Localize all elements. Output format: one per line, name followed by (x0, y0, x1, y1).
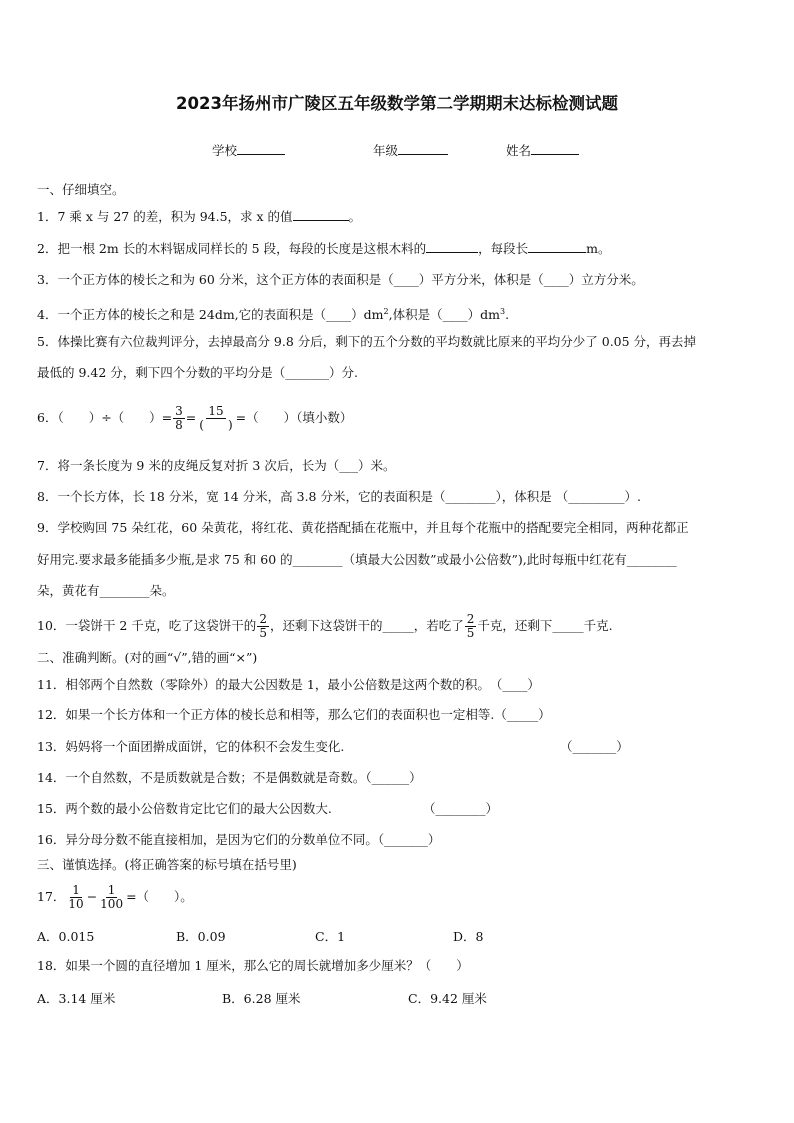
numerator: 15 (208, 403, 224, 418)
question-2-text-c: m。 (586, 241, 611, 256)
question-12: 12．如果一个长方体和一个正方体的棱长总和相等，那么它们的表面积也一定相等.（_____） (37, 707, 551, 722)
question-10-text-c: 千克，还剩下_____千克. (477, 618, 613, 633)
q17-option-c[interactable]: C．1 (315, 929, 346, 944)
question-14: 14．一个自然数，不是质数就是合数；不是偶数就是奇数。（______） (37, 770, 422, 785)
section-heading-choice: 三、谨慎选择。(将正确答案的标号填在括号里) (37, 857, 297, 872)
question-11: 11．相邻两个自然数（零除外）的最大公因数是 1，最小公倍数是这两个数的积。 （____） (37, 677, 540, 692)
question-13: 13．妈妈将一个面团擀成面饼，它的体积不会发生变化. (37, 739, 345, 754)
school-field (212, 141, 285, 159)
question-4-text-b: ,体积是（____）dm (388, 307, 500, 323)
question-1-text: 1．7 乘 x 与 27 的差，积为 94.5，求 x 的值 (37, 209, 293, 224)
superscript-2: 2 (383, 307, 389, 316)
numerator: 1 (72, 882, 80, 897)
question-5-line-2: 最低的 9.42 分，剩下四个分数的平均分是（_______）分. (37, 365, 359, 380)
question-2 (37, 240, 610, 257)
question-4-text-c: . (505, 307, 510, 323)
denominator: 10 (68, 896, 84, 911)
name-blank[interactable] (531, 142, 579, 155)
grade-label: 年级 (373, 143, 399, 158)
name-label: 姓名 (506, 143, 532, 158)
q17-option-d[interactable]: D．8 (453, 929, 484, 944)
school-blank[interactable] (237, 142, 285, 155)
fraction-3-8 (173, 405, 185, 432)
question-2-text: 2．把一根 2m 长的木料锯成同样长的 5 段，每段的长度是这根木料的 (37, 241, 427, 256)
answer-blank[interactable] (426, 240, 478, 253)
fraction-15-blank (197, 405, 234, 432)
question-17 (37, 878, 193, 916)
question-6-text-b: =（ ）（填小数） (235, 410, 353, 425)
question-15-blank[interactable]: （________） (423, 801, 499, 816)
question-9-line-2: 好用完.要求最多能插多少瓶,是求 75 和 60 的________（填最大公因数”或最小公倍数”),此时每瓶中红花有________ (37, 552, 677, 567)
question-9-line-1: 9．学校购回 75 朵红花，60 朵黄花，将红花、黄花搭配插在花瓶中，并且每个花瓶中的搭配要完全相同，两种花都正 (37, 520, 689, 535)
name-field (506, 141, 579, 159)
denominator-blank[interactable]: ( ) (199, 417, 233, 432)
question-15: 15．两个数的最小公倍数肯定比它们的最大公因数大. (37, 801, 332, 816)
grade-field (373, 141, 448, 159)
denominator: 5 (466, 625, 475, 640)
section-heading-judge: 二、准确判断。(对的画“√”,错的画“×”) (37, 650, 258, 665)
numerator: 1 (107, 882, 116, 897)
numerator: 2 (259, 611, 267, 626)
numerator: 2 (466, 611, 475, 626)
question-16: 16．异分母分数不能直接相加，是因为它们的分数单位不同。（_______） (37, 832, 441, 847)
question-8: 8．一个长方体，长 18 分米，宽 14 分米，高 3.8 分米，它的表面积是（________），体积是 （_________）. (37, 489, 641, 504)
q17-option-a[interactable]: A．0.015 (37, 929, 95, 944)
question-9-line-3: 朵，黄花有________朵。 (37, 583, 175, 598)
question-10-text-b: ，还剩下这袋饼干的_____，若吃了 (269, 618, 464, 633)
question-6-text: 6．（ ）÷（ ）= (37, 410, 173, 425)
denominator: 5 (259, 625, 267, 640)
denominator: 100 (100, 896, 124, 911)
minus-sign: − (86, 889, 98, 904)
question-17-text: =（ ）。 (126, 889, 193, 904)
fraction-1-10 (66, 884, 85, 911)
answer-blank[interactable] (528, 240, 586, 253)
question-3: 3．一个正方体的棱长之和为 60 分米，这个正方体的表面积是（____）平方分米，体积是（____）立方分米。 (37, 272, 644, 287)
denominator: 8 (175, 417, 183, 432)
question-10 (37, 608, 613, 644)
grade-blank[interactable] (398, 142, 448, 155)
fraction-2-5 (257, 613, 269, 640)
equals-sign: = (185, 410, 197, 425)
question-4-text: 4．一个正方体的棱长之和是 24dm,它的表面积是（____）dm (37, 307, 384, 323)
question-1 (37, 208, 361, 225)
numerator: 3 (175, 403, 183, 418)
question-4 (37, 304, 509, 323)
question-5-line-1: 5．体操比赛有六位裁判评分，去掉最高分 9.8 分后，剩下的五个分数的平均数就比原来的平均分少了 0.05 分，再去掉 (37, 334, 697, 349)
q18-option-c[interactable]: C．9.42 厘米 (408, 991, 487, 1006)
page-title: 2023年扬州市广陵区五年级数学第二学期期末达标检测试题 (176, 94, 618, 113)
fraction-2-5 (465, 613, 477, 640)
q18-option-b[interactable]: B．6.28 厘米 (222, 991, 301, 1006)
q18-option-a[interactable]: A．3.14 厘米 (37, 991, 116, 1006)
q17-option-b[interactable]: B．0.09 (176, 929, 226, 944)
question-17-number: 17． (37, 889, 66, 904)
answer-blank[interactable] (293, 208, 349, 221)
section-heading-fill: 一、仔细填空。 (37, 182, 125, 197)
question-18: 18．如果一个圆的直径增加 1 厘米，那么它的周长就增加多少厘米？（ ） (37, 958, 469, 973)
question-10-text: 10．一袋饼干 2 千克，吃了这袋饼干的 (37, 618, 257, 633)
school-label: 学校 (212, 143, 238, 158)
question-2-text-b: ，每段长 (478, 241, 529, 256)
question-7: 7．将一条长度为 9 米的皮绳反复对折 3 次后，长为（___）米。 (37, 458, 396, 473)
question-1-end: 。 (348, 209, 362, 224)
fraction-1-100 (98, 884, 125, 911)
question-6 (37, 396, 352, 440)
question-13-blank[interactable]: （_______） (560, 739, 629, 754)
superscript-3: 3 (499, 307, 506, 316)
